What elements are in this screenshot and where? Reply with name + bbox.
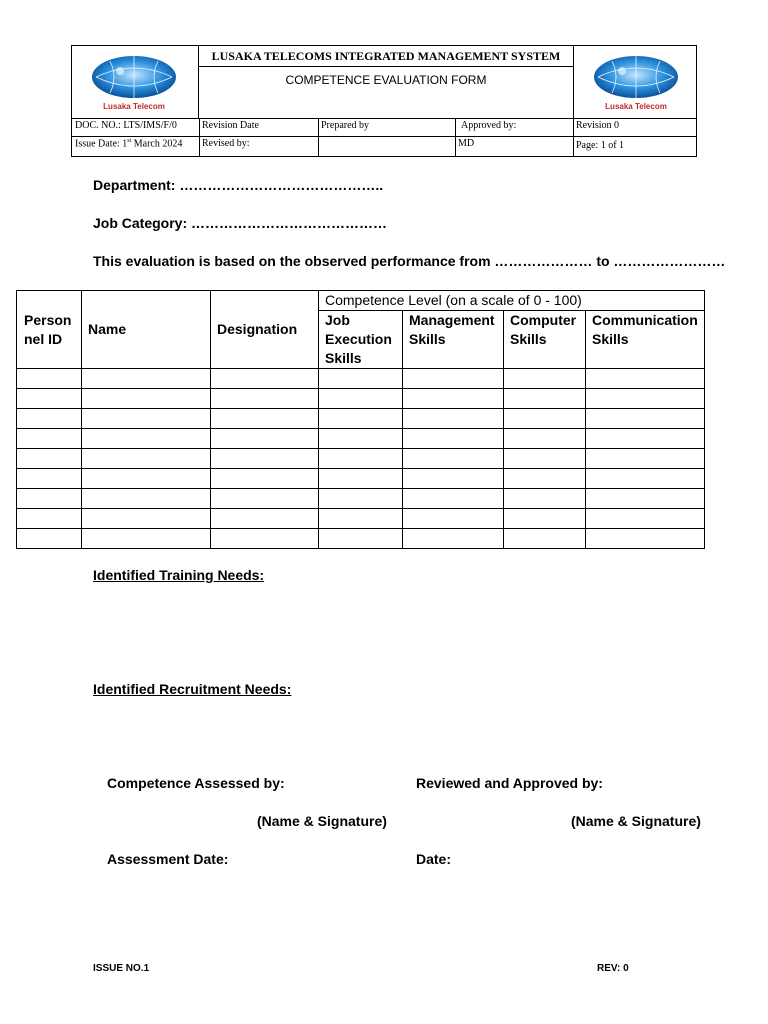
logo-cell-left [72,46,199,118]
assessment-date-label: Assessment Date: [107,851,229,867]
table-row [17,509,705,529]
table-row [17,489,705,509]
table-row [17,369,705,389]
table-row [17,469,705,489]
svg-text:Lusaka Telecom: Lusaka Telecom [103,102,165,111]
approved-by-label: Approved by: [461,120,517,131]
revised-by-label: Revised by: [202,138,250,149]
header-row-divider [72,118,696,119]
header-row-divider [72,136,696,137]
system-title: LUSAKA TELECOMS INTEGRATED MANAGEMENT SYSTEM [199,46,573,67]
competence-table [16,290,705,549]
date-label: Date: [416,851,452,867]
name-signature-left: (Name & Signature) [257,813,387,829]
table-header-row [17,291,705,311]
col-computer: Computer Skills [504,311,586,369]
document-header [71,45,697,157]
col-communication: Communication Skills [586,311,705,369]
assessed-by-label: Competence Assessed by: [107,775,285,791]
company-logo-left [90,55,178,113]
approver-value: MD [458,138,475,149]
page-number: Page: 1 of 1 [576,140,625,151]
prepared-by-label: Prepared by [321,120,370,131]
col-management: Management Skills [403,311,504,369]
department-field: Department: …………………………………….. [93,177,384,193]
footer-issue-no: ISSUE NO.1 [93,963,150,974]
footer-revision: REV: 0 [597,963,629,974]
reviewed-by-label: Reviewed and Approved by: [416,775,603,791]
issue-date: Issue Date: 1st March 2024 [75,138,183,150]
col-personnel-id: Person nel ID [17,291,82,369]
recruitment-needs-heading: Identified Recruitment Needs: [93,681,292,697]
table-row [17,409,705,429]
training-needs-heading: Identified Training Needs: [93,567,265,583]
table-row [17,389,705,409]
form-title: COMPETENCE EVALUATION FORM [285,73,487,87]
header-col-divider [455,118,456,156]
table-row [17,429,705,449]
company-logo-right [592,55,680,113]
svg-text:Lusaka Telecom: Lusaka Telecom [605,102,667,111]
evaluation-period-field: This evaluation is based on the observed performance from ………………… to …………………… [93,253,726,269]
table-row [17,449,705,469]
revision-date-label: Revision Date [202,120,259,131]
name-signature-right: (Name & Signature) [571,813,701,829]
col-job-execution: Job Execution Skills [319,311,403,369]
table-row [17,529,705,549]
revision-label: Revision 0 [576,120,620,131]
logo-cell-right [573,46,697,118]
doc-no: DOC. NO.: LTS/IMS/F/0 [75,120,177,131]
competence-level-header: Competence Level (on a scale of 0 - 100) [319,291,705,311]
job-category-field: Job Category: …………………………………… [93,215,388,231]
col-name: Name [82,291,211,369]
col-designation: Designation [211,291,319,369]
